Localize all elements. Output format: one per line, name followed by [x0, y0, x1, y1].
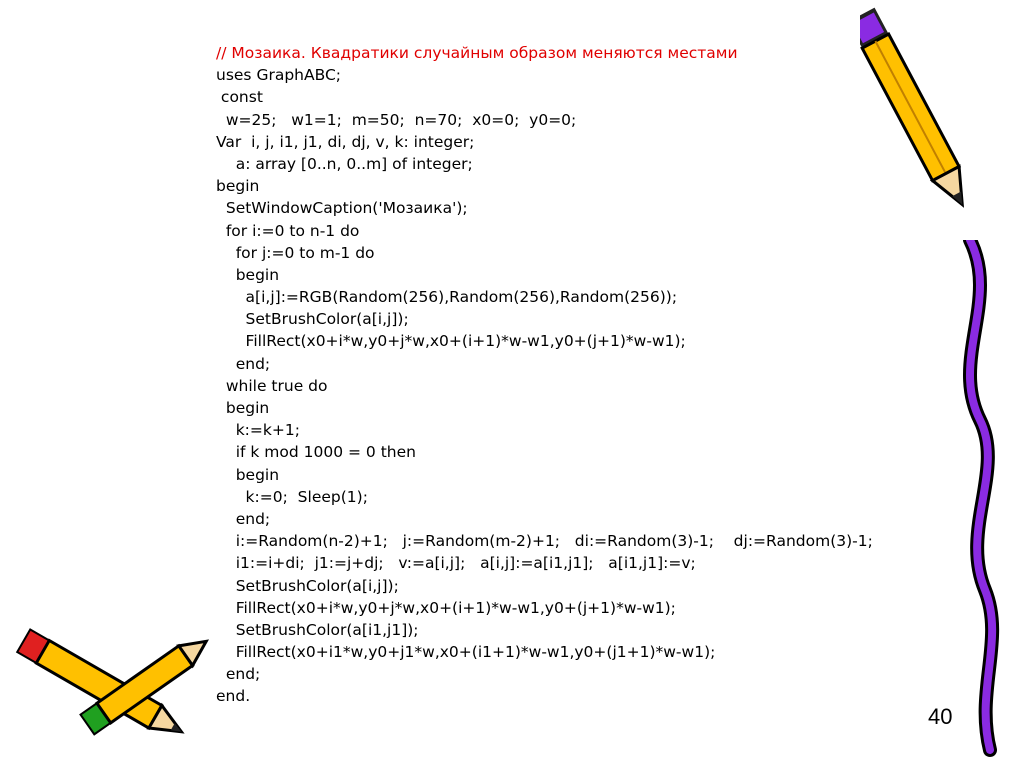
- code-line: SetBrushColor(a[i1,j1]);: [216, 620, 419, 639]
- code-line: SetBrushColor(a[i,j]);: [216, 310, 409, 329]
- code-line: FillRect(x0+i*w,y0+j*w,x0+(i+1)*w-w1,y0+(j+1)*w-w1);: [216, 598, 676, 617]
- code-line: while true do: [216, 376, 328, 395]
- code-line: i1:=i+di; j1:=j+dj; v:=a[i,j]; a[i,j]:=a[i1,j1]; a[i1,j1]:=v;: [216, 554, 696, 573]
- pencil-icon: [0, 615, 210, 765]
- code-line: begin: [216, 177, 260, 196]
- code-line: const: [216, 88, 263, 107]
- code-line: end.: [216, 687, 251, 706]
- pencil-icon: [950, 240, 1010, 760]
- code-line: SetWindowCaption('Мозаика');: [216, 199, 468, 218]
- code-line: begin: [216, 465, 280, 484]
- code-line: k:=k+1;: [216, 421, 300, 440]
- code-line: for j:=0 to m-1 do: [216, 243, 375, 262]
- code-line: FillRect(x0+i*w,y0+j*w,x0+(i+1)*w-w1,y0+(j+1)*w-w1);: [216, 332, 686, 351]
- pencil-icon: [860, 0, 980, 250]
- code-line: a: array [0..n, 0..m] of integer;: [216, 154, 473, 173]
- code-line: if k mod 1000 = 0 then: [216, 443, 416, 462]
- code-comment: // Мозаика. Квадратики случайным образом меняются местами: [216, 44, 738, 62]
- code-line: SetBrushColor(a[i,j]);: [216, 576, 399, 595]
- code-line: i:=Random(n-2)+1; j:=Random(m-2)+1; di:=Random(3)-1; dj:=Random(3)-1;: [216, 532, 873, 551]
- code-line: end;: [216, 665, 261, 684]
- code-line: FillRect(x0+i1*w,y0+j1*w,x0+(i1+1)*w-w1,y0+(j1+1)*w-w1);: [216, 643, 716, 662]
- code-line: uses GraphABC;: [216, 66, 341, 85]
- code-line: begin: [216, 265, 280, 284]
- code-line: for i:=0 to n-1 do: [216, 221, 360, 240]
- code-line: end;: [216, 354, 271, 373]
- code-line: w=25; w1=1; m=50; n=70; x0=0; y0=0;: [216, 110, 577, 129]
- code-block: [216, 42, 873, 708]
- code-line: a[i,j]:=RGB(Random(256),Random(256),Random(256));: [216, 288, 678, 307]
- code-line: begin: [216, 399, 270, 417]
- code-line: Var i, j, i1, j1, di, dj, v, k: integer;: [216, 132, 475, 151]
- page-number: 40: [928, 704, 953, 729]
- code-line: end;: [216, 509, 271, 528]
- code-line: k:=0; Sleep(1);: [216, 487, 368, 506]
